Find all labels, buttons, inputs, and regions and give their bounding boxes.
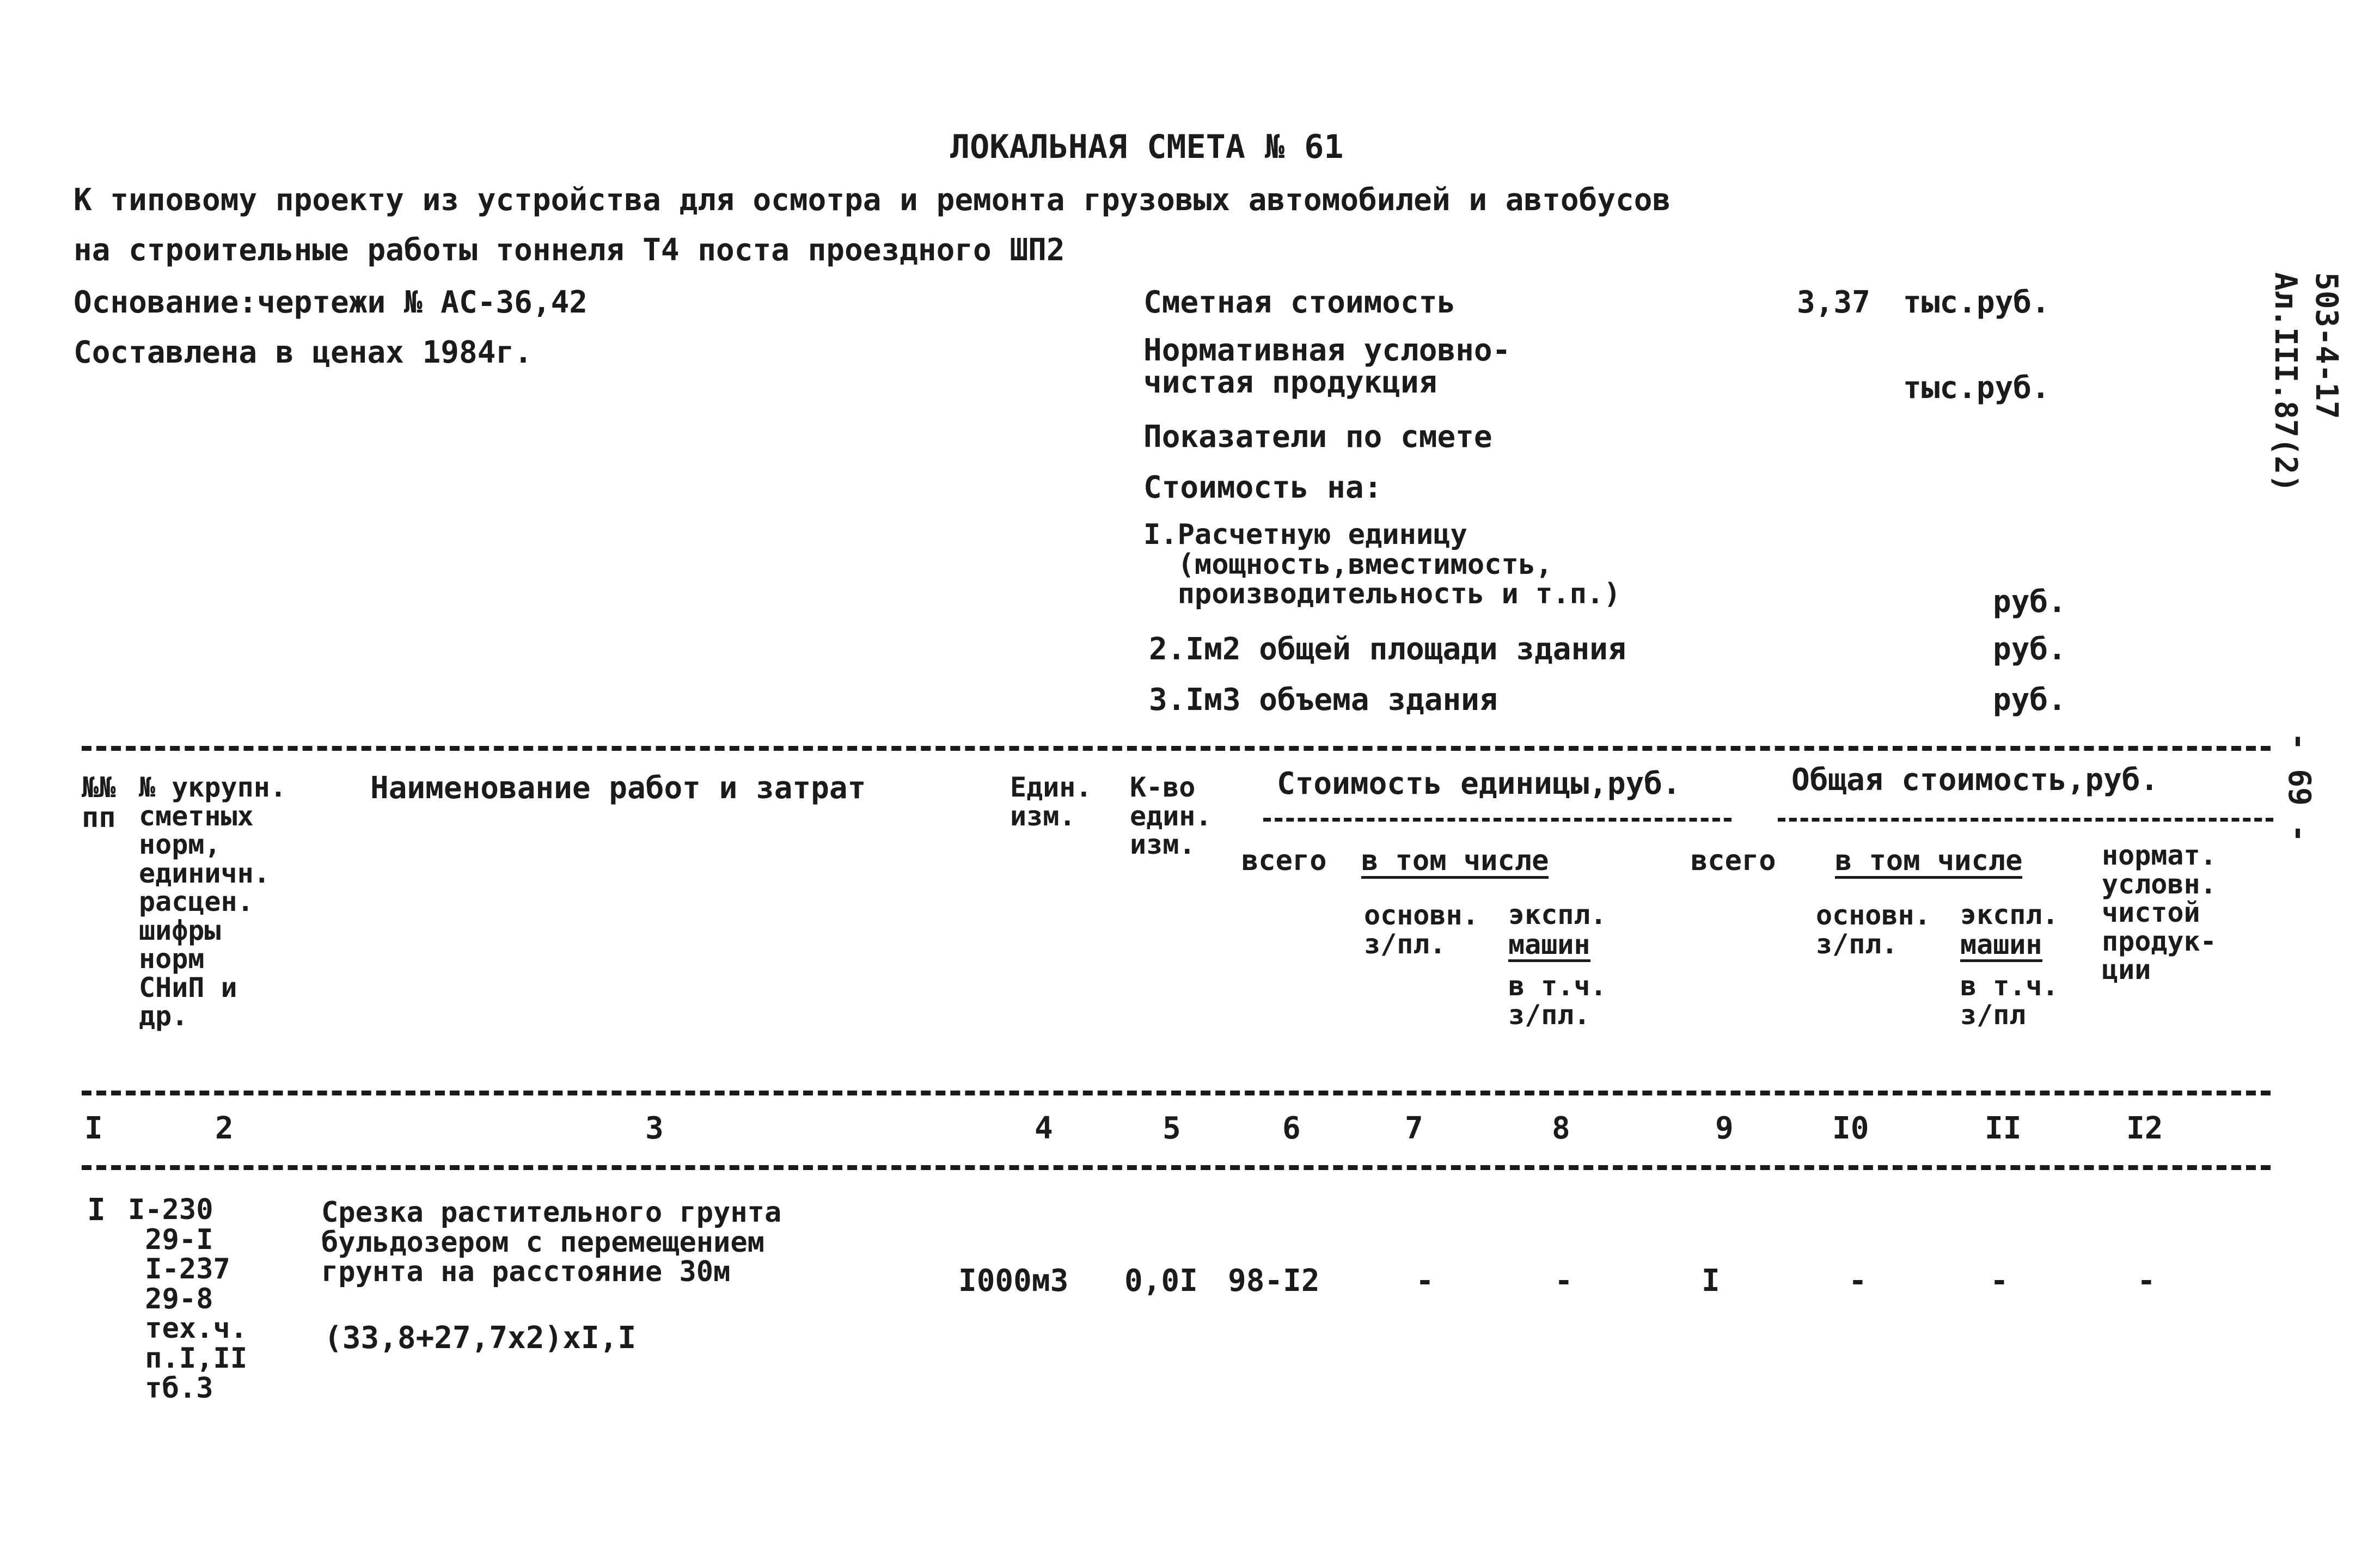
column-number-8: 8 [1552, 1111, 1570, 1146]
estimated-cost-unit: тыс.руб. [1903, 285, 2050, 320]
column-numbers-rule [82, 1165, 2271, 1170]
header-total-cost-incl: в том числе [1835, 847, 2022, 879]
header-total-cost-mach-3: в т.ч. з/пл [1960, 970, 2059, 1031]
normative-label: Нормативная условно- чистая продукция [1143, 333, 1511, 400]
prices-line: Составлена в ценах 1984г. [74, 335, 533, 370]
row-name: Срезка растительного грунта бульдозером с перемещением грунта на расстояние 30м [321, 1196, 782, 1289]
row-normative: - [2137, 1263, 2156, 1299]
indicator-item-1: I.Расчетную единицу (мощность,вместимость, производительность и т.п.) [1143, 518, 1621, 611]
header-name: Наименование работ и затрат [370, 770, 866, 806]
header-total-cost-mach: экспл. [1960, 899, 2059, 930]
header-total-cost-group: Общая стоимость,руб. [1791, 762, 2159, 798]
column-number-6: 6 [1282, 1111, 1301, 1146]
row-qty: 0,0I [1124, 1263, 1198, 1299]
total-cost-group-rule [1778, 818, 2273, 822]
header-total-cost-wage: основн. з/пл. [1816, 899, 1931, 960]
document-title: ЛОКАЛЬНАЯ СМЕТА № 61 [950, 128, 1344, 166]
row-total-mach: - [1990, 1263, 2009, 1299]
basis-line: Основание:чертежи № АС-36,42 [74, 285, 588, 320]
header-qty: К-во един. изм. [1130, 771, 1212, 860]
indicator-item-2-unit: руб. [1993, 632, 2066, 667]
header-total-cost-mach-2: машин [1960, 931, 2042, 962]
row-unit: I000м3 [958, 1263, 1069, 1299]
column-number-11: II [1985, 1111, 2022, 1146]
header-unit-cost-group: Стоимость единицы,руб. [1277, 766, 1681, 801]
header-bottom-rule [82, 1091, 2271, 1095]
column-number-2: 2 [215, 1111, 234, 1146]
header-total-cost-total: всего [1691, 844, 1776, 877]
column-number-7: 7 [1405, 1111, 1423, 1146]
header-unit-cost-mach: экспл. [1508, 899, 1607, 930]
column-number-3: 3 [645, 1111, 664, 1146]
header-unit-cost-mach-2: машин [1508, 931, 1590, 962]
table-top-rule [82, 746, 2271, 751]
indicators-label: Показатели по смете [1143, 419, 1492, 455]
margin-page-number: - 69 - [2281, 732, 2317, 843]
row-num: I [87, 1192, 106, 1228]
estimated-cost-label: Сметная стоимость [1143, 285, 1456, 320]
row-total-wage: - [1849, 1263, 1867, 1299]
header-unit-cost-wage: основн. з/пл. [1364, 899, 1479, 960]
header-unit-cost-total: всего [1241, 844, 1327, 877]
header-unit-cost-mach-3: в т.ч. з/пл. [1508, 970, 1607, 1031]
column-number-12: I2 [2126, 1111, 2163, 1146]
indicator-item-1-unit: руб. [1993, 584, 2066, 620]
row-unit-cost-total: 98-I2 [1228, 1263, 1320, 1299]
column-number-1: I [84, 1111, 103, 1146]
row-unit-cost-mach: - [1555, 1263, 1573, 1299]
header-unit: Един. изм. [1010, 771, 1092, 832]
project-line-1: К типовому проекту из устройства для осмотра и ремонта грузовых автомобилей и автобусов [74, 182, 1671, 218]
header-code: № укрупн. сметных норм, единичн. расцен. шифры норм СНиП и др. [139, 771, 286, 1032]
column-number-4: 4 [1035, 1111, 1053, 1146]
header-unit-cost-incl: в том числе [1361, 847, 1549, 879]
project-line-2: на строительные работы тоннеля Т4 поста проездного ШП2 [74, 232, 1065, 268]
indicator-item-3: 3.Iм3 объема здания [1149, 682, 1498, 718]
indicator-item-2: 2.Iм2 общей площади здания [1149, 632, 1626, 667]
margin-project-code: 503-4-17 [2309, 272, 2344, 419]
indicator-item-3-unit: руб. [1993, 682, 2066, 718]
row-formula: (33,8+27,7х2)хI,I [324, 1320, 637, 1356]
header-num: №№ пп [82, 771, 116, 834]
column-number-9: 9 [1715, 1111, 1734, 1146]
normative-unit: тыс.руб. [1903, 370, 2050, 406]
unit-cost-group-rule [1263, 818, 1732, 822]
row-total: I [1702, 1263, 1720, 1299]
column-number-5: 5 [1163, 1111, 1181, 1146]
row-code: I-230 29-I I-237 29-8 тех.ч. п.I,II тб.3 [128, 1193, 248, 1405]
row-unit-cost-wage: - [1416, 1263, 1434, 1299]
estimated-cost-value: 3,37 [1797, 285, 1870, 320]
cost-for-label: Стоимость на: [1143, 470, 1382, 505]
header-normative: нормат. условн. чистой продук- ции [2102, 840, 2217, 985]
column-number-10: I0 [1832, 1111, 1869, 1146]
margin-album: Ал.III.87(2) [2268, 272, 2303, 493]
